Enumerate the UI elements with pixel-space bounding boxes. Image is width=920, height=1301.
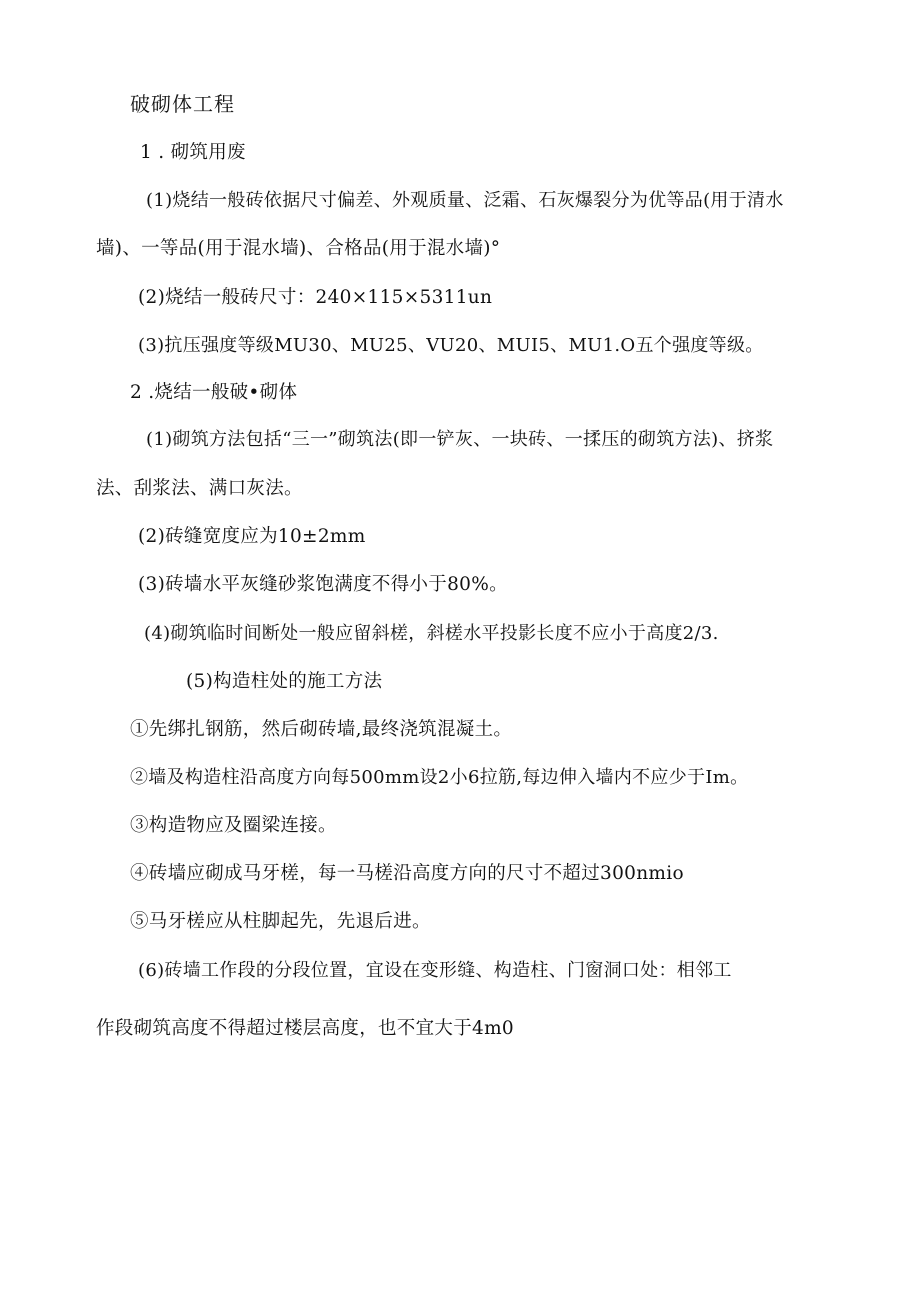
section-1-paragraph-1-line-1: (1)烧结一般砖依据尺寸偏差、外观质量、泛霜、石灰爆裂分为优等品(用于清水 (146, 190, 784, 211)
section-2-heading: 2 .烧结一般破•砌体 (130, 382, 298, 403)
section-2-paragraph-2: (2)砖缝宽度应为10±2mm (138, 526, 366, 547)
document-title: 破砌体工程 (130, 92, 235, 116)
section-2-paragraph-6-line-1: (6)砖墙工作段的分段位置，宜设在变形缝、构造柱、门窗洞口处：相邻工 (138, 960, 732, 981)
section-1-paragraph-1-line-2: 墙)、一等品(用于混水墙)、合格品(用于混水墙)° (96, 238, 501, 259)
list-item: ④砖墙应砌成马牙槎，每一马槎沿高度方向的尺寸不超过300nmio (130, 863, 684, 884)
section-2-paragraph-1-line-1: (1)砌筑方法包括“三一”砌筑法(即一铲灰、一块砖、一揉压的砌筑方法)、挤浆 (146, 429, 774, 450)
section-2-paragraph-5: (5)构造柱处的施工方法 (186, 671, 383, 692)
section-1-heading: 1 . 砌筑用废 (140, 142, 246, 163)
section-2-paragraph-3: (3)砖墙水平灰缝砂浆饱满度不得小于80%。 (138, 574, 508, 595)
section-2-paragraph-1-line-2: 法、刮浆法、满口灰法。 (96, 478, 303, 499)
section-2-paragraph-4: (4)砌筑临时间断处一般应留斜槎，斜槎水平投影长度不应小于高度2/3. (144, 623, 719, 644)
list-item: ①先绑扎钢筋，然后砌砖墙,最终浇筑混凝土。 (130, 719, 513, 740)
section-1-paragraph-3: (3)抗压强度等级MU30、MU25、VU20、MUI5、MU1.O五个强度等级。 (138, 335, 764, 356)
list-item: ②墙及构造柱沿高度方向每500mm设2小6拉筋,每边伸入墙内不应少于Im。 (130, 767, 749, 788)
list-item: ⑤马牙槎应从柱脚起先，先退后进。 (130, 911, 431, 932)
list-item: ③构造物应及圈梁连接。 (130, 815, 337, 836)
section-1-paragraph-2: (2)烧结一般砖尺寸：240×115×5311un (138, 287, 493, 308)
section-2-paragraph-6-line-2: 作段砌筑高度不得超过楼层高度，也不宜大于4m0 (96, 1018, 514, 1039)
